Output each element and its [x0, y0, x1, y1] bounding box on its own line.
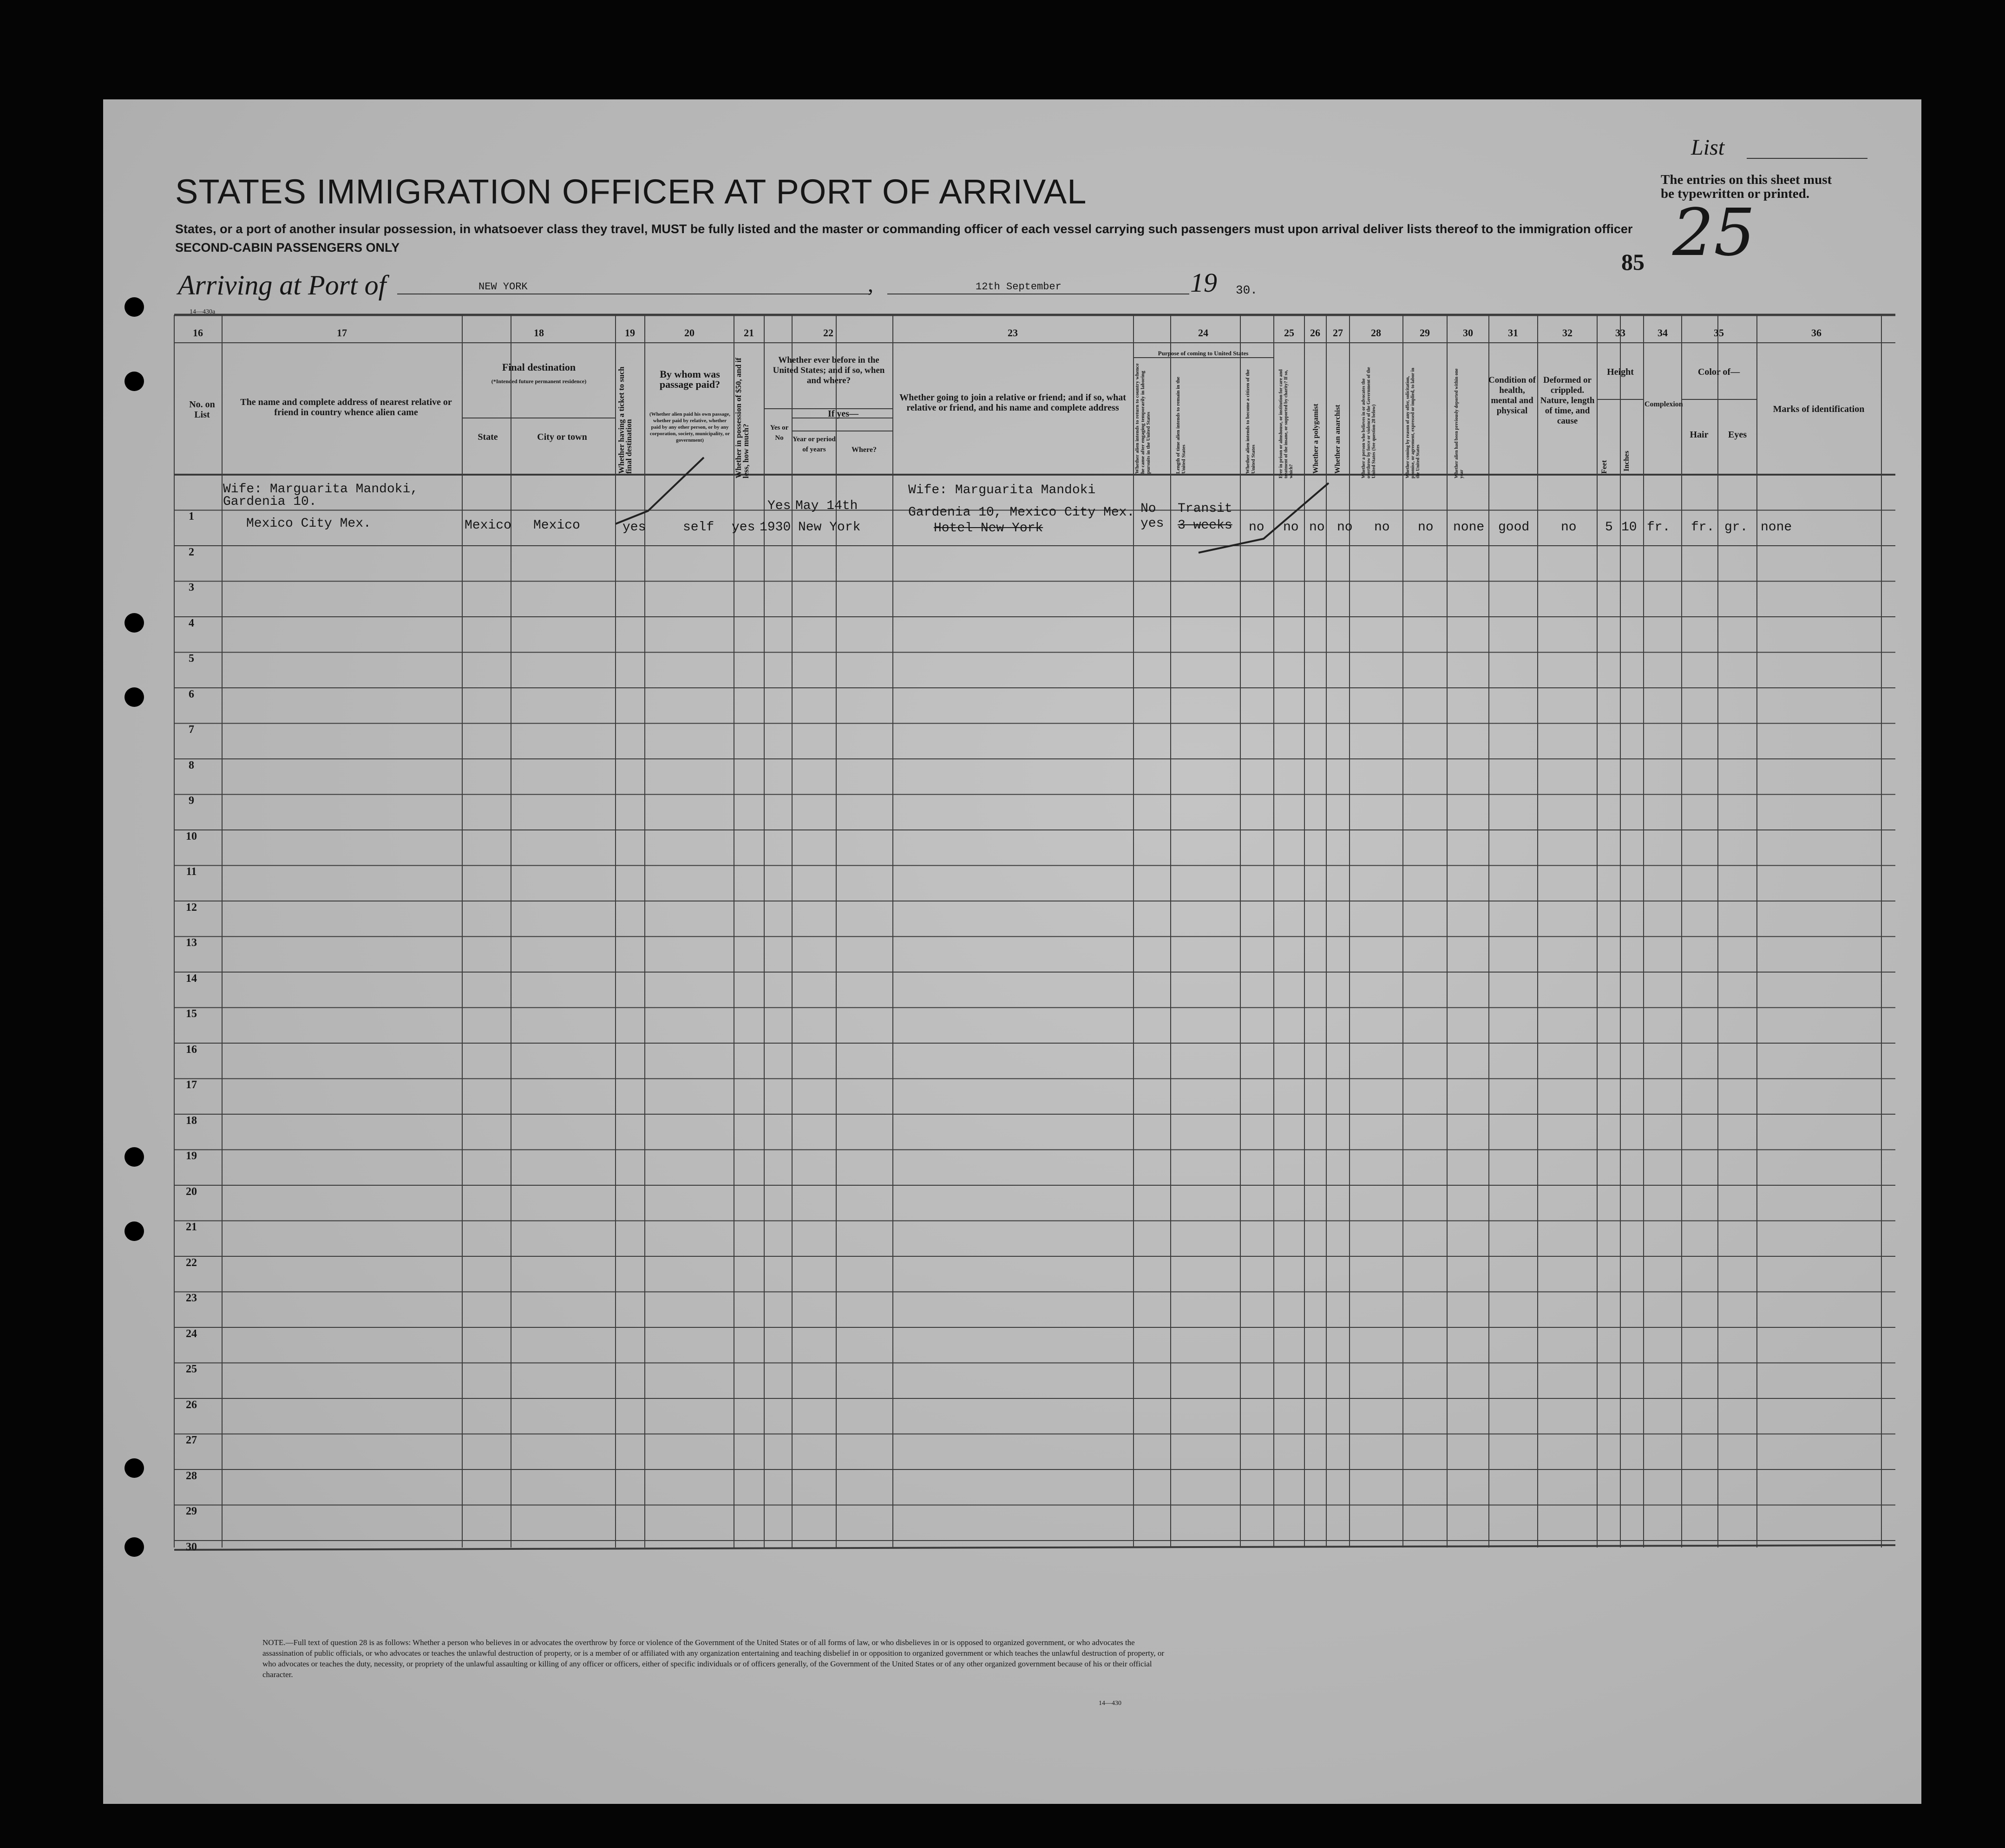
- q28-value: no: [1374, 520, 1390, 535]
- row-number: 5: [189, 653, 194, 665]
- date-value: 12th September: [976, 281, 1061, 293]
- check-stroke: [616, 457, 704, 524]
- form-class: SECOND-CABIN PASSENGERS ONLY: [175, 241, 400, 255]
- column-number: 33: [1615, 327, 1625, 339]
- instructions-line2: be typewritten or printed.: [1661, 186, 1810, 201]
- paid-by-value: self: [683, 520, 714, 535]
- length-stay: Transit: [1178, 502, 1232, 516]
- length-stay-struck: 3 weeks: [1178, 518, 1232, 533]
- anarchist-value: no: [1337, 520, 1353, 535]
- row-number: 29: [186, 1505, 197, 1517]
- sheet-number: 85: [1621, 249, 1645, 275]
- marks-value: none: [1761, 520, 1792, 535]
- polygamist-value: no: [1309, 520, 1325, 535]
- purpose-return-yes: yes: [1140, 516, 1164, 531]
- header-purpose-return: Whether alien intends to return to country whence he came after engaging temporarily in laboring pursuits in the United States: [1134, 363, 1151, 474]
- q29-value: no: [1418, 520, 1434, 535]
- row-number: 27: [186, 1434, 197, 1446]
- prison-value: no: [1283, 520, 1299, 535]
- row-number: 6: [189, 688, 194, 700]
- column-number: 26: [1310, 327, 1320, 339]
- row-number: 17: [186, 1079, 197, 1091]
- header-hair: Hair: [1690, 430, 1709, 440]
- row-number: 2: [189, 546, 194, 558]
- column-number: 22: [823, 327, 833, 339]
- before-year: 1930: [760, 520, 791, 535]
- row-number: 7: [189, 724, 194, 736]
- row-number: 18: [186, 1114, 197, 1127]
- column-number: 27: [1333, 327, 1343, 339]
- row-number: 23: [186, 1292, 197, 1304]
- header-prison: Ever in prison or almshouse, or institution for care and treatment of the insane, or supported by charity? If so, which?: [1278, 369, 1294, 478]
- year-suffix: 30.: [1236, 283, 1258, 297]
- form-code-bottom: 14—430: [1099, 1700, 1121, 1707]
- header-q28: Whether a person who believes in or advocates the overthrow by force or violence of the Government of the United States (See question 28 below): [1361, 367, 1376, 478]
- header-final-destination-note: (*Intended future permanent residence): [491, 378, 587, 385]
- header-if-yes: If yes—: [827, 409, 859, 419]
- column-number: 20: [684, 327, 695, 339]
- ticket-value: yes: [622, 520, 646, 535]
- header-final-destination: Final destination: [502, 361, 576, 373]
- column-number: 16: [193, 327, 203, 339]
- check-stroke: [1199, 483, 1329, 553]
- comma: ,: [868, 272, 873, 297]
- dest-state: Mexico: [465, 518, 511, 533]
- header-inches: Inches: [1623, 451, 1631, 471]
- deformed-value: no: [1561, 520, 1577, 535]
- header-ever-before: Whether ever before in the United States; and if so, when and where?: [773, 355, 885, 385]
- column-number: 19: [625, 327, 635, 339]
- before-when: May 14th: [795, 499, 858, 513]
- row-number: 14: [186, 972, 197, 985]
- header-anarchist: Whether an anarchist: [1334, 405, 1342, 474]
- header-complexion: Complexion: [1645, 400, 1683, 408]
- row-number: 1: [189, 510, 194, 522]
- handwritten-list-number: 25: [1672, 195, 1756, 271]
- column-number: 25: [1284, 327, 1294, 339]
- header-city-town: City or town: [537, 432, 587, 442]
- header-eyes: Eyes: [1728, 430, 1747, 440]
- row-number: 22: [186, 1256, 197, 1269]
- header-state: State: [478, 432, 498, 442]
- health-value: good: [1498, 520, 1530, 535]
- row-number: 15: [186, 1008, 197, 1020]
- row-number: 4: [189, 617, 194, 629]
- row-number: 9: [189, 795, 194, 807]
- column-number: 23: [1008, 327, 1018, 339]
- row-number: 28: [186, 1469, 197, 1482]
- header-purpose-citizen: Whether alien intends to become a citizen of the United States: [1245, 369, 1256, 474]
- port-value: NEW YORK: [478, 281, 528, 293]
- year-prefix: 19: [1190, 268, 1217, 298]
- header-purpose-length: Length of time alien intends to remain in the United States: [1175, 377, 1186, 474]
- relative-line3: Mexico City Mex.: [246, 516, 371, 531]
- form-subtitle: States, or a port of another insular possession, in whatsoever class they travel, MUST be fully listed and the master or commanding officer of each vessel carrying such passengers must upon arrival deliver lists thereof to the immigration officer: [175, 222, 1633, 236]
- row-number: 25: [186, 1363, 197, 1375]
- eyes-value: gr.: [1724, 520, 1748, 535]
- relative-line1: Wife: Marguarita Mandoki,: [223, 482, 419, 496]
- before-where: New York: [798, 520, 861, 535]
- arriving-label: Arriving at Port of: [178, 270, 387, 300]
- dest-city: Mexico: [533, 518, 580, 533]
- row-number: 12: [186, 901, 197, 914]
- column-number: 29: [1420, 327, 1430, 339]
- row-number: 20: [186, 1185, 197, 1198]
- height-inches: 10: [1621, 520, 1637, 535]
- row-number: 21: [186, 1221, 197, 1233]
- row-number: 10: [186, 830, 197, 842]
- header-purpose: Purpose of coming to United States: [1158, 350, 1249, 357]
- q30-value: none: [1453, 520, 1485, 535]
- header-marks: Marks of identification: [1773, 404, 1865, 414]
- row-number: 24: [186, 1327, 197, 1340]
- form-code: 14—430a: [190, 308, 216, 315]
- join-line1: Wife: Marguarita Mandoki: [908, 483, 1096, 497]
- column-number: 30: [1463, 327, 1473, 339]
- header-no-on-list: No. on List: [189, 399, 215, 420]
- row-number: 16: [186, 1043, 197, 1056]
- header-q29: Whether coming by reason of any offer, solicitation, promise, or agreement, expressed or implied, to labor in the United States: [1405, 367, 1421, 478]
- row-number: 8: [189, 759, 194, 771]
- header-passage-paid: By whom was passage paid?: [659, 368, 721, 390]
- row-number: 13: [186, 937, 197, 949]
- header-health: Condition of health, mental and physical: [1488, 375, 1536, 416]
- header-yes-no: Yes or No: [770, 424, 789, 442]
- citizen-value: no: [1249, 520, 1265, 535]
- column-number: 36: [1811, 327, 1822, 339]
- header-height: Height: [1607, 367, 1634, 377]
- header-feet: Feet: [1600, 460, 1608, 474]
- header-nearest-relative: The name and complete address of nearest relative or friend in country whence alien came: [240, 397, 452, 418]
- header-passage-paid-note: (Whether alien paid his own passage, whether paid by relative, whether paid by any other person, or by any corporation, society, municipality, or government): [649, 411, 730, 443]
- row-number: 26: [186, 1398, 197, 1411]
- money-value: yes: [732, 520, 755, 535]
- header-join-relative: Whether going to join a relative or friend; and if so, what relative or friend, and his name and complete address: [899, 392, 1126, 413]
- column-number: 17: [337, 327, 347, 339]
- header-money: Whether in possession of $50, and if less, how much?: [734, 358, 750, 478]
- instructions-line1: The entries on this sheet must: [1661, 172, 1832, 187]
- header-where: Where?: [852, 446, 877, 454]
- before-yesno: Yes: [767, 499, 791, 513]
- complexion-value: fr.: [1647, 520, 1671, 535]
- column-number: 24: [1198, 327, 1208, 339]
- column-number: 28: [1371, 327, 1381, 339]
- header-year: Year or period of years: [793, 436, 836, 453]
- row-number: 11: [186, 866, 197, 878]
- header-ticket: Whether having a ticket to such final destination: [617, 366, 633, 474]
- footnote-question-28: NOTE.—Full text of question 28 is as follows: Whether a person who believes in or advocates the overthrow by force or violence of the Government of the United States or of all forms of law, or who disbelieves in or is opposed to organized government, or who advocates the assassination of public officials, or who advocates or teaches the unlawful destruction of property, or is a member of or affiliated with any organization entertaining and teaching disbelief in or opposition to organized government or which teaches the unlawful destruction of property, or who advocates or teaches the duty, necessity, or propriety of the unlawful assaulting or killing of any officer or officers, either of specific individuals or of officers generally, of the Government of the United States or of any other organized government because of his or their official character.: [262, 1638, 1165, 1679]
- join-line2: Gardenia 10, Mexico City Mex.: [908, 505, 1135, 520]
- column-number: 34: [1658, 327, 1668, 339]
- purpose-return-no: No: [1140, 502, 1156, 516]
- column-number: 18: [534, 327, 544, 339]
- join-line3-struck: Hotel New York: [934, 521, 1043, 535]
- header-q30: Whether alien had been previously deported within one year: [1454, 368, 1464, 478]
- row-number: 3: [189, 581, 194, 594]
- form-title: STATES IMMIGRATION OFFICER AT PORT OF ARRIVAL: [175, 172, 1087, 211]
- row-number: 30: [186, 1541, 197, 1553]
- hair-value: fr.: [1691, 520, 1715, 535]
- header-color-of: Color of—: [1697, 367, 1740, 377]
- column-number: 21: [744, 327, 754, 339]
- relative-line2: Gardenia 10.: [223, 495, 317, 509]
- list-label: List: [1691, 135, 1725, 160]
- column-number: 35: [1714, 327, 1724, 339]
- row-number: 19: [186, 1150, 197, 1162]
- header-deformed: Deformed or crippled. Nature, length of time, and cause: [1540, 375, 1595, 426]
- header-polygamist: Whether a polygamist: [1312, 404, 1320, 474]
- column-number: 31: [1508, 327, 1518, 339]
- height-feet: 5: [1605, 520, 1613, 535]
- column-number: 32: [1562, 327, 1573, 339]
